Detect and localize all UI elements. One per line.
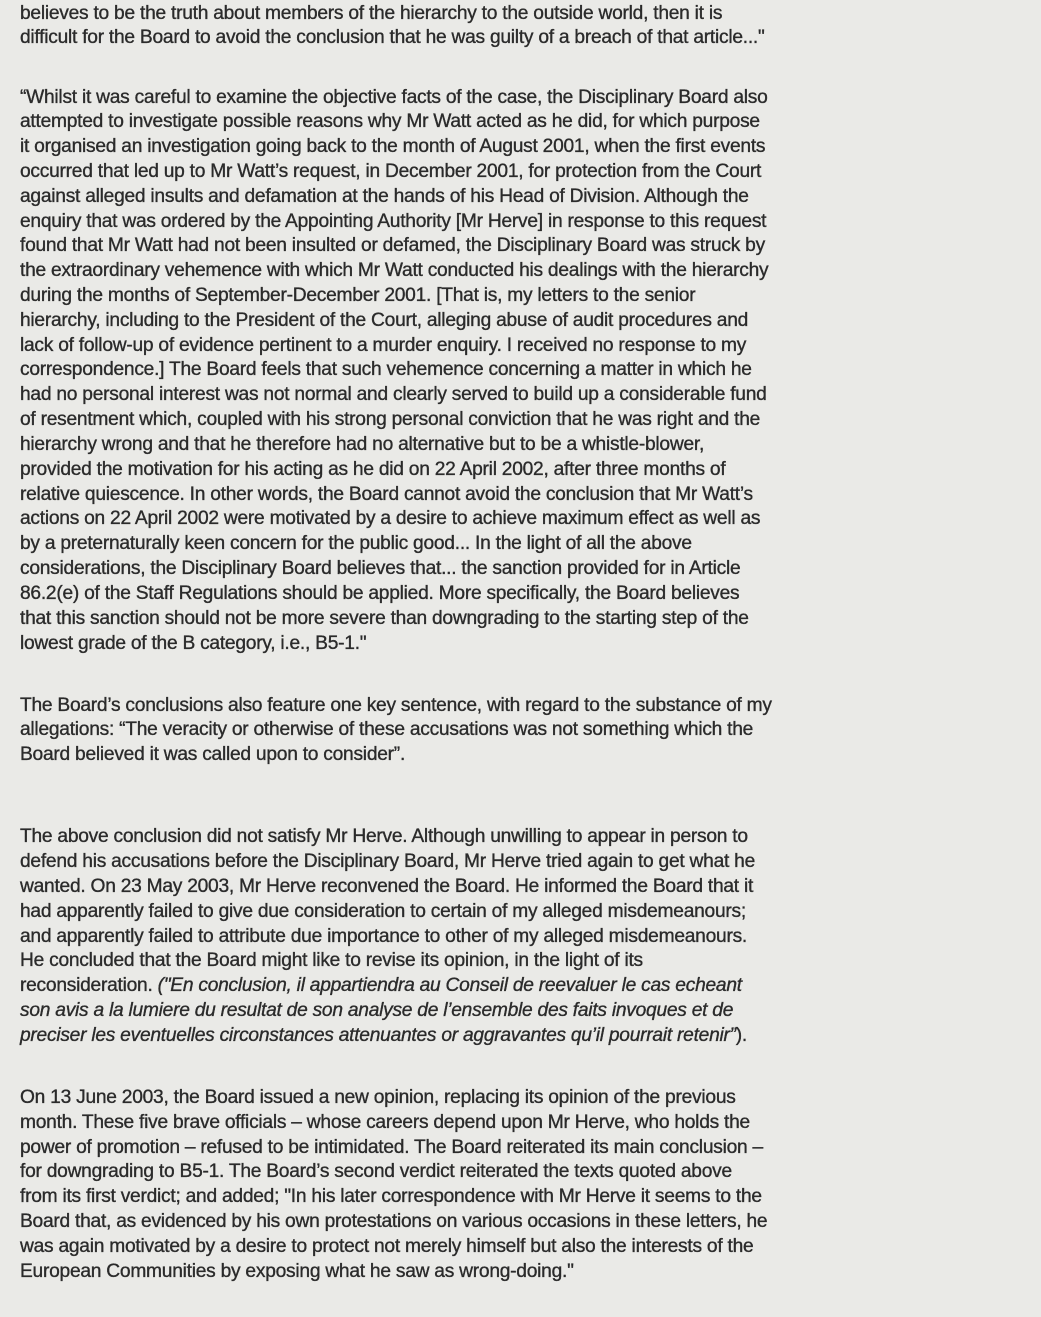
text-line: of resentment which, coupled with his strong personal conviction that he was right and the: [20, 409, 761, 430]
french-quote: son avis a la lumiere du resultat de son analyse de l’ensemble des faits invoques et de: [20, 1000, 734, 1021]
text-line: that this sanction should not be more severe than downgrading to the starting step of the: [20, 608, 749, 629]
text-line: lowest grade of the B category, i.e., B5-1.": [20, 633, 367, 654]
text-line: and apparently failed to attribute due importance to other of my alleged misdemeanours.: [20, 926, 748, 947]
text-line: month. These five brave officials – whose careers depend upon Mr Herve, who holds the: [20, 1112, 750, 1133]
text-line: the extraordinary vehemence with which Mr Watt conducted his dealings with the hierarchy: [20, 260, 769, 281]
french-quote: preciser les eventuelles circonstances attenuantes or aggravantes qu’il pourrait retenir”: [20, 1025, 736, 1046]
text-line: hierarchy, including to the President of the Court, alleging abuse of audit procedures and: [20, 310, 749, 331]
text-line: during the months of September-December 2001. [That is, my letters to the senior: [20, 285, 696, 306]
french-quote: ("En conclusion, il appartiendra au Conseil de reevaluer le cas echeant: [157, 975, 742, 996]
text-line: [20, 1024, 747, 1048]
text-line: considerations, the Disciplinary Board believes that... the sanction provided for in Article: [20, 558, 741, 579]
text-line: difficult for the Board to avoid the conclusion that he was guilty of a breach of that article...": [20, 27, 765, 48]
text-line: enquiry that was ordered by the Appointing Authority [Mr Herve] in response to this request: [20, 211, 767, 232]
text-line: by a preternaturally keen concern for the public good... In the light of all the above: [20, 533, 692, 554]
text-line: The above conclusion did not satisfy Mr Herve. Although unwilling to appear in person to: [20, 826, 748, 847]
text-line: 86.2(e) of the Staff Regulations should be applied. More specifically, the Board believes: [20, 583, 740, 604]
text-line: relative quiescence. In other words, the Board cannot avoid the conclusion that Mr Watt’s: [20, 484, 753, 505]
text-line: [20, 999, 733, 1023]
text-line: power of promotion – refused to be intimidated. The Board reiterated its main conclusion –: [20, 1137, 763, 1158]
text-plain: ).: [735, 1025, 748, 1046]
text-line: from its first verdict; and added; "In his later correspondence with Mr Herve it seems to the: [20, 1186, 762, 1207]
text-line: against alleged insults and defamation at the hands of his Head of Division. Although the: [20, 186, 749, 207]
text-line: found that Mr Watt had not been insulted or defamed, the Disciplinary Board was struck by: [20, 235, 765, 256]
text-line: [20, 974, 742, 998]
text-line: it organised an investigation going back to the month of August 2001, when the first events: [20, 136, 766, 157]
text-line: defend his accusations before the Disciplinary Board, Mr Herve tried again to get what he: [20, 851, 756, 872]
text-line: European Communities by exposing what he saw as wrong-doing.": [20, 1261, 574, 1282]
text-line: believes to be the truth about members of the hierarchy to the outside world, then it is: [20, 3, 723, 24]
text-line: allegations: “The veracity or otherwise of these accusations was not something which the: [20, 719, 754, 740]
text-line: provided the motivation for his acting as he did on 22 April 2002, after three months of: [20, 459, 726, 480]
text-line: The Board’s conclusions also feature one key sentence, with regard to the substance of my: [20, 695, 772, 716]
text-line: for downgrading to B5-1. The Board’s second verdict reiterated the texts quoted above: [20, 1161, 732, 1182]
text-line: hierarchy wrong and that he therefore had no alternative but to be a whistle-blower,: [20, 434, 705, 455]
text-line: On 13 June 2003, the Board issued a new opinion, replacing its opinion of the previous: [20, 1087, 736, 1108]
text-line: occurred that led up to Mr Watt’s request, in December 2001, for protection from the Court: [20, 161, 762, 182]
text-line: correspondence.] The Board feels that such vehemence concerning a matter in which he: [20, 359, 752, 380]
text-line: He concluded that the Board might like to revise its opinion, in the light of its: [20, 950, 643, 971]
text-line: had apparently failed to give due consideration to certain of my alleged misdemeanours;: [20, 901, 746, 922]
text-line: Board that, as evidenced by his own protestations on various occasions in these letters, he: [20, 1211, 768, 1232]
text-line: lack of follow-up of evidence pertinent to a murder enquiry. I received no response to my: [20, 335, 747, 356]
text-line: wanted. On 23 May 2003, Mr Herve reconvened the Board. He informed the Board that it: [20, 876, 754, 897]
text-line: attempted to investigate possible reasons why Mr Watt acted as he did, for which purpose: [20, 111, 760, 132]
text-line: had no personal interest was not normal and clearly served to build up a considerable fund: [20, 384, 767, 405]
text-line: “Whilst it was careful to examine the objective facts of the case, the Disciplinary Board also: [20, 87, 768, 108]
text-line: was again motivated by a desire to protect not merely himself but also the interests of the: [20, 1236, 754, 1257]
text-line: actions on 22 April 2002 were motivated by a desire to achieve maximum effect as well as: [20, 508, 761, 529]
text-plain: reconsideration.: [20, 975, 158, 996]
text-line: Board believed it was called upon to consider”.: [20, 744, 406, 765]
